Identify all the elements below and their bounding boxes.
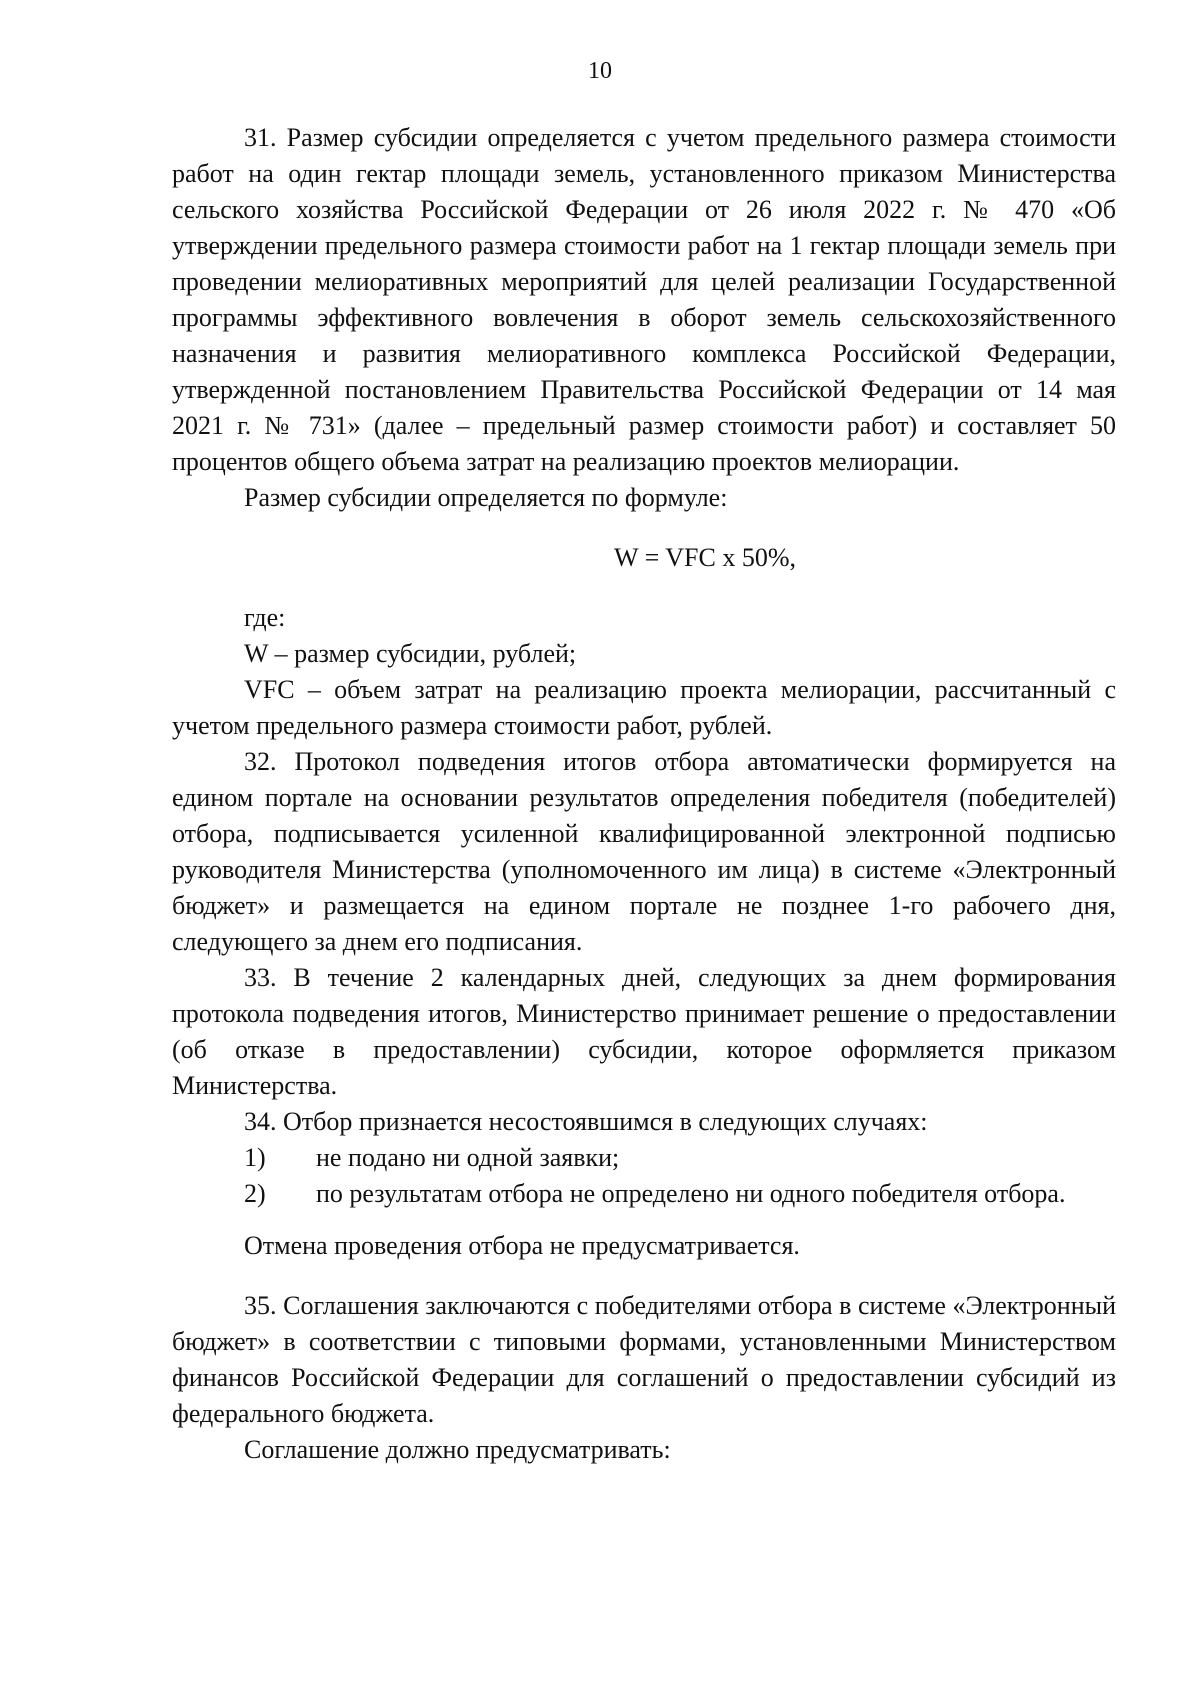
page-number: 10 xyxy=(588,58,612,84)
cancel-paragraph: Отмена проведения отбора не предусматривается. xyxy=(244,1231,800,1260)
formula-where: где: xyxy=(244,603,286,632)
paragraph-31: 31. Размер субсидии определяется с учетом предельного размера стоимости работ на один гектар площади земель, установленного приказом Министерства сельского хозяйства Российской Федерации от 26 июля 2022 г. № 470 «Об утверждении предельного размера стоимости работ на 1 гектар площади земель при проведении мелиоративных мероприятий для целей реализации Государственной программы эффективного вовлечения в оборот земель сельскохозяйственного назначения и развития мелиоративного комплекса Российской Федерации, утвержденной постановлением Правительства Российской Федерации от 14 мая 2021 г. № 731» (далее – предельный размер стоимости работ) и составляет 50 процентов общего объема затрат на реализацию проектов мелиорации. xyxy=(172,123,1116,476)
paragraph-35: 35. Соглашения заключаются с победителями отбора в системе «Электронный бюджет» в соответствии с типовыми формами, установленными Министерством финансов Российской Федерации для соглашений о предоставлении субсидий из федерального бюджета. xyxy=(172,1291,1116,1428)
list-item-number: 2) xyxy=(244,1179,266,1208)
definition-vfc: VFC – объем затрат на реализацию проекта мелиорации, рассчитанный с учетом предельного размера стоимости работ, рублей. xyxy=(172,675,1116,740)
list-item-number: 1) xyxy=(244,1143,266,1172)
formula: W = VFC x 50%, xyxy=(614,543,796,572)
agreement-paragraph: Соглашение должно предусматривать: xyxy=(244,1435,671,1464)
list-item xyxy=(172,1176,1116,1212)
paragraph-33: 33. В течение 2 календарных дней, следующих за днем формирования протокола подведения итогов, Министерство принимает решение о предоставлении (об отказе в предоставлении) субсидии, которое оформляется приказом Министерства. xyxy=(172,963,1116,1100)
paragraph-34: 34. Отбор признается несостоявшимся в следующих случаях: xyxy=(244,1107,928,1136)
list-item xyxy=(172,1140,1116,1176)
list-item-text: не подано ни одной заявки; xyxy=(316,1143,620,1172)
list-item-text: по результатам отбора не определено ни одного победителя отбора. xyxy=(316,1179,1066,1208)
formula-intro: Размер субсидии определяется по формуле: xyxy=(244,483,728,512)
definition-w: W – размер субсидии, рублей; xyxy=(244,639,577,668)
document-body xyxy=(172,120,1116,1468)
paragraph-32: 32. Протокол подведения итогов отбора автоматически формируется на едином портале на основании результатов определения победителя (победителей) отбора, подписывается усиленной квалифицированной электронной подписью руководителя Министерства (уполномоченного им лица) в системе «Электронный бюджет» и размещается на едином портале не позднее 1-го рабочего дня, следующего за днем его подписания. xyxy=(172,747,1116,956)
